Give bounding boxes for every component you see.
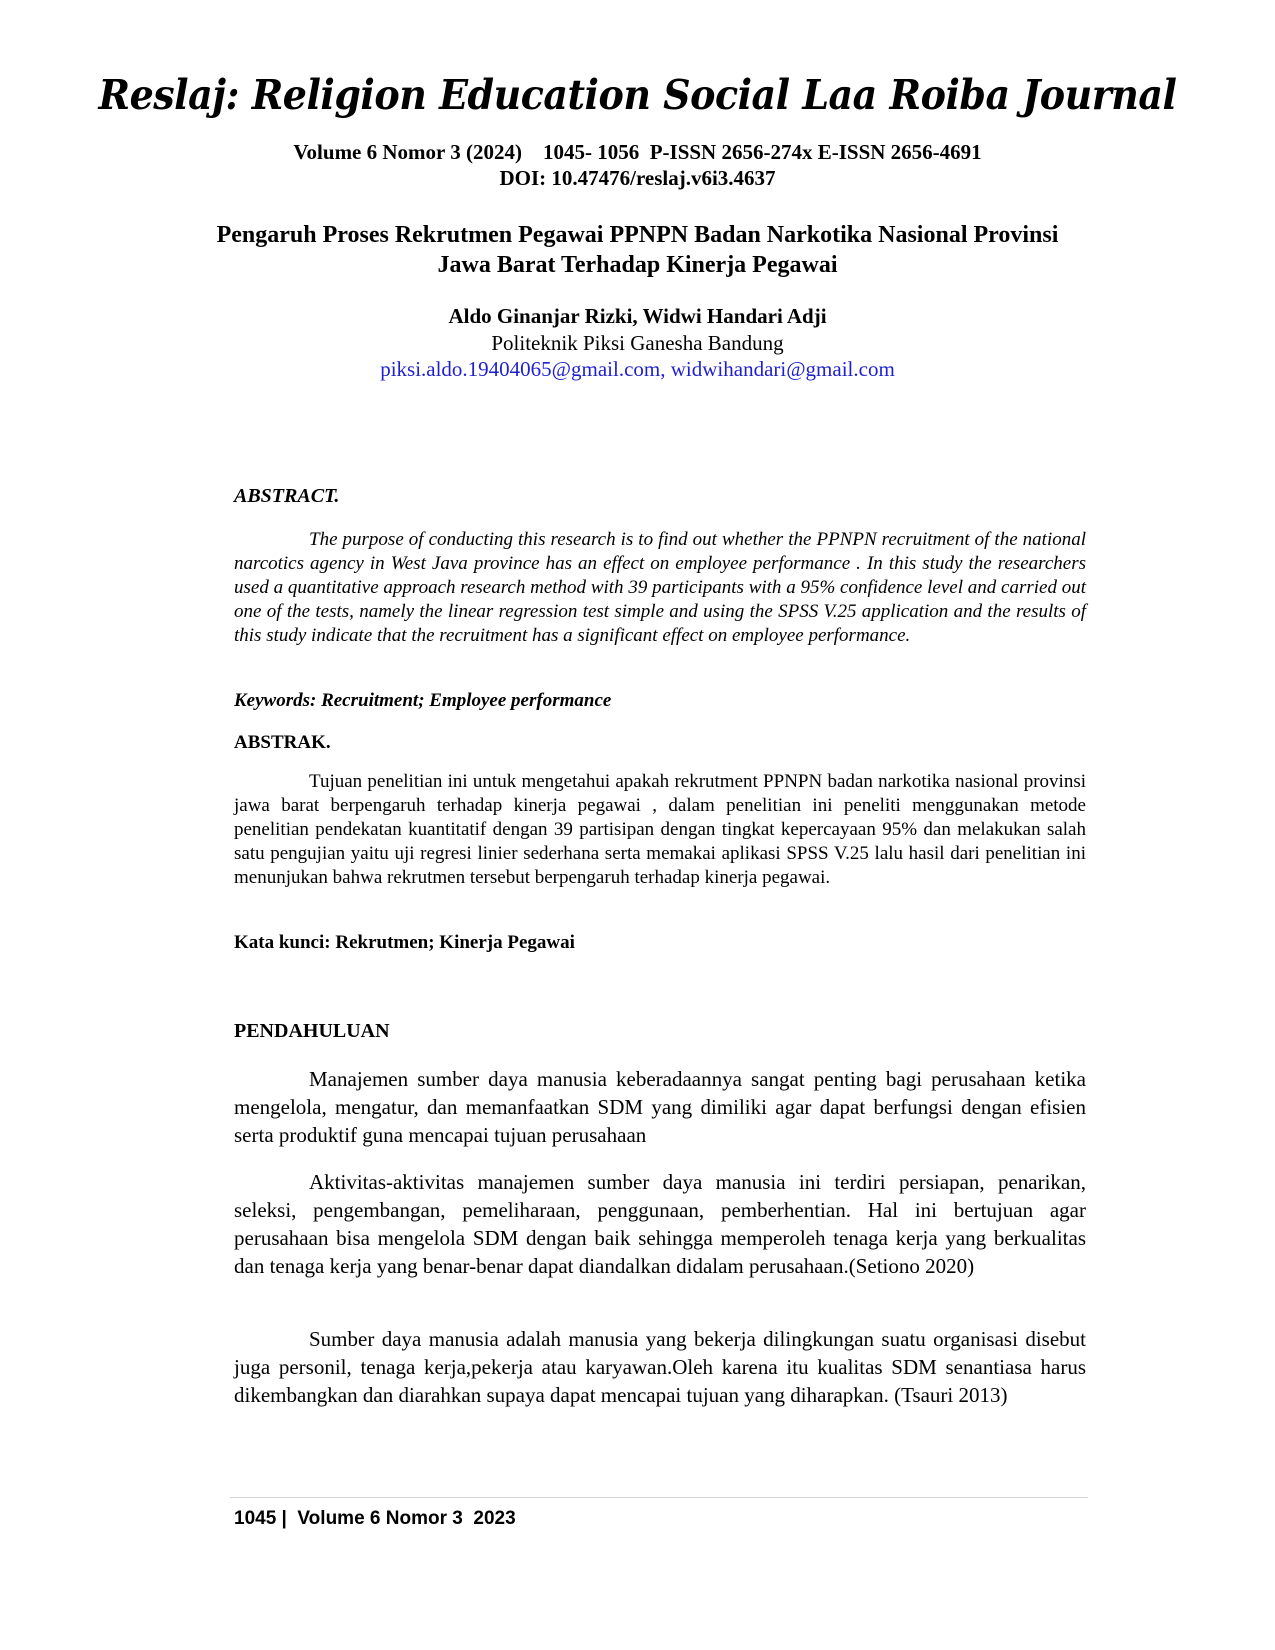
- abstrak-keywords: Kata kunci: Rekrutmen; Kinerja Pegawai: [234, 932, 575, 953]
- intro-paragraph-2: Aktivitas-aktivitas manajemen sumber daya manusia ini terdiri persiapan, penarikan, seleksi, pengembangan, pemeliharaan, penggunaan, pemberhentian. Hal ini bertujuan agar perusahaan bisa mengelola SDM dengan baik sehingga memperoleh tenaga kerja yang berkualitas dan tenaga kerja yang benar-benar dapat diandalkan didalam perusahaan.(Setiono 2020): [234, 1170, 1086, 1278]
- author-emails-link[interactable]: piksi.aldo.19404065@gmail.com, widwihandari@gmail.com: [380, 357, 895, 381]
- abstrak-text: Tujuan penelitian ini untuk mengetahui apakah rekrutment PPNPN badan narkotika nasional provinsi jawa barat berpengaruh terhadap kinerja pegawai , dalam penelitian ini peneliti menggunakan metode penelitian pendekatan kuantitatif dengan 39 partisipan dengan tingkat kepercayaan 95% dan melakukan salah satu pengujian yaitu uji regresi linier sederhana serta memakai aplikasi SPSS V.25 lalu hasil dari penelitian ini menunjukan bahwa rekrutmen tersebut berpengaruh terhadap kinerja pegawai.: [234, 771, 1086, 888]
- journal-meta-line: Volume 6 Nomor 3 (2024) 1045- 1056 P-ISSN 2656-274x E-ISSN 2656-4691: [293, 140, 982, 164]
- abstract-text: The purpose of conducting this research is to find out whether the PPNPN recruitment of the national narcotics agency in West Java province has an effect on employee performance . In this study the researchers used a quantitative approach research method with 39 participants with a 95% confidence level and carried out one of the tests, namely the linear regression test simple and using the SPSS V.25 application and the results of this study indicate that the recruitment has a significant effect on employee performance.: [234, 529, 1086, 646]
- journal-title: Reslaj: Religion Education Social Laa Roiba Journal: [98, 70, 1177, 119]
- author-affiliation: Politeknik Piksi Ganesha Bandung: [491, 331, 784, 355]
- section-heading-pendahuluan: PENDAHULUAN: [234, 1020, 390, 1042]
- abstrak-heading: ABSTRAK.: [234, 732, 331, 753]
- abstract-keywords: Keywords: Recruitment; Employee performance: [234, 690, 612, 711]
- author-names: Aldo Ginanjar Rizki, Widwi Handari Adji: [448, 304, 827, 328]
- footer-divider: [230, 1497, 1088, 1498]
- article-title: Pengaruh Proses Rekrutmen Pegawai PPNPN Badan Narkotika Nasional Provinsi Jawa Barat Terhadap Kinerja Pegawai: [216, 222, 1059, 278]
- intro-paragraph-3: Sumber daya manusia adalah manusia yang bekerja dilingkungan suatu organisasi disebut juga personil, tenaga kerja,pekerja atau karyawan.Oleh karena itu kualitas SDM senantiasa harus dikembangkan dan diarahkan supaya dapat mencapai tujuan yang diharapkan. (Tsauri 2013): [234, 1327, 1086, 1407]
- doi-line: DOI: 10.47476/reslaj.v6i3.4637: [499, 166, 776, 190]
- page-footer: 1045 | Volume 6 Nomor 3 2023: [234, 1508, 516, 1529]
- abstract-heading: ABSTRACT.: [234, 485, 340, 507]
- intro-paragraph-1: Manajemen sumber daya manusia keberadaannya sangat penting bagi perusahaan ketika mengelola, mengatur, dan memanfaatkan SDM yang dimiliki agar dapat berfungsi dengan efisien serta produktif guna mencapai tujuan perusahaan: [234, 1067, 1086, 1147]
